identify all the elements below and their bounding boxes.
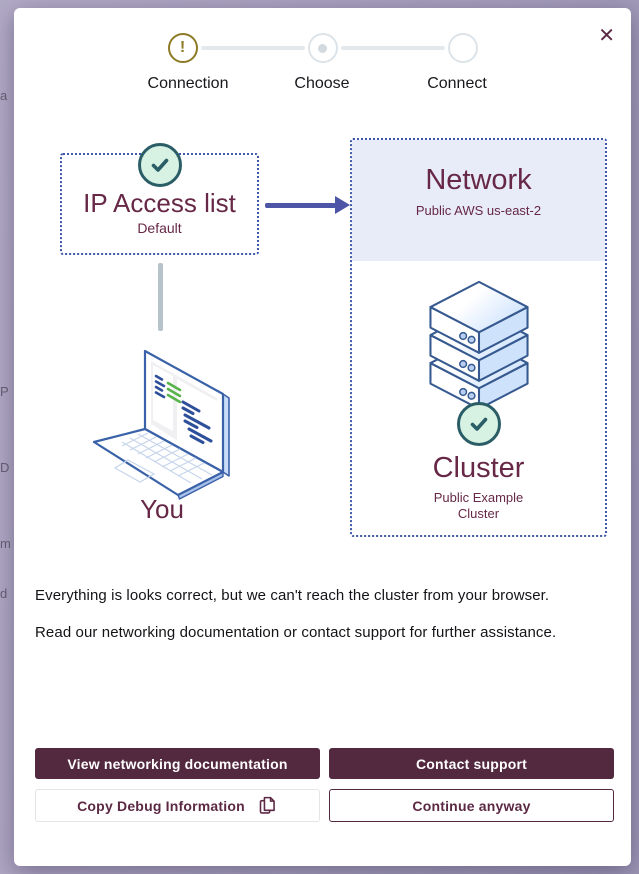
network-cluster-box (350, 138, 607, 537)
laptop-illustration (92, 348, 232, 498)
step-connect-upcoming-icon (448, 33, 478, 63)
contact-support-button[interactable]: Contact support (329, 748, 614, 779)
step-label-choose: Choose (294, 75, 350, 92)
background-text-fragment: P (0, 384, 9, 399)
you-label: You (140, 494, 184, 524)
stepper-connector (341, 46, 445, 50)
close-icon[interactable]: ✕ (598, 25, 615, 47)
background-text-fragment: D (0, 460, 10, 475)
cluster-subtitle (352, 490, 605, 522)
continue-anyway-button[interactable]: Continue anyway (329, 789, 614, 822)
copy-debug-information-button[interactable] (35, 789, 320, 822)
check-icon (138, 143, 182, 187)
check-icon (457, 402, 501, 446)
arrow-right-icon (265, 196, 350, 214)
copy-debug-label: Copy Debug Information (77, 797, 245, 814)
ip-access-list-subtitle: Default (137, 220, 182, 236)
status-message-line2: Read our networking documentation or contact support for further assistance. (35, 624, 557, 641)
cluster-title: Cluster (432, 452, 525, 484)
stepper-connector (201, 46, 305, 50)
step-connection-warning-icon (168, 33, 198, 63)
server-stack-illustration (409, 280, 549, 420)
network-panel (352, 140, 605, 261)
copy-icon (257, 795, 278, 816)
step-label-connection: Connection (147, 75, 229, 92)
step-label-connect: Connect (427, 75, 487, 92)
ip-access-list-title: IP Access list (83, 188, 236, 218)
vertical-connector-line (158, 263, 163, 331)
network-title: Network (425, 164, 532, 196)
network-subtitle: Public AWS us-east-2 (415, 203, 542, 218)
action-buttons (35, 748, 614, 822)
background-text-fragment: d (0, 586, 8, 601)
cluster-subtitle-text: Public Example Cluster (433, 490, 524, 521)
background-text-fragment: a (0, 88, 8, 103)
current-step-dot (318, 44, 327, 53)
status-message-line1: Everything is looks correct, but we can't reach the cluster from your browser. (35, 587, 550, 604)
connection-wizard-dialog (14, 8, 631, 866)
step-choose-current-icon (308, 33, 338, 63)
view-networking-documentation-button[interactable]: View networking documentation (35, 748, 320, 779)
exclamation-glyph: ! (179, 39, 186, 56)
background-text-fragment: m (0, 536, 11, 551)
wizard-stepper (14, 33, 631, 63)
